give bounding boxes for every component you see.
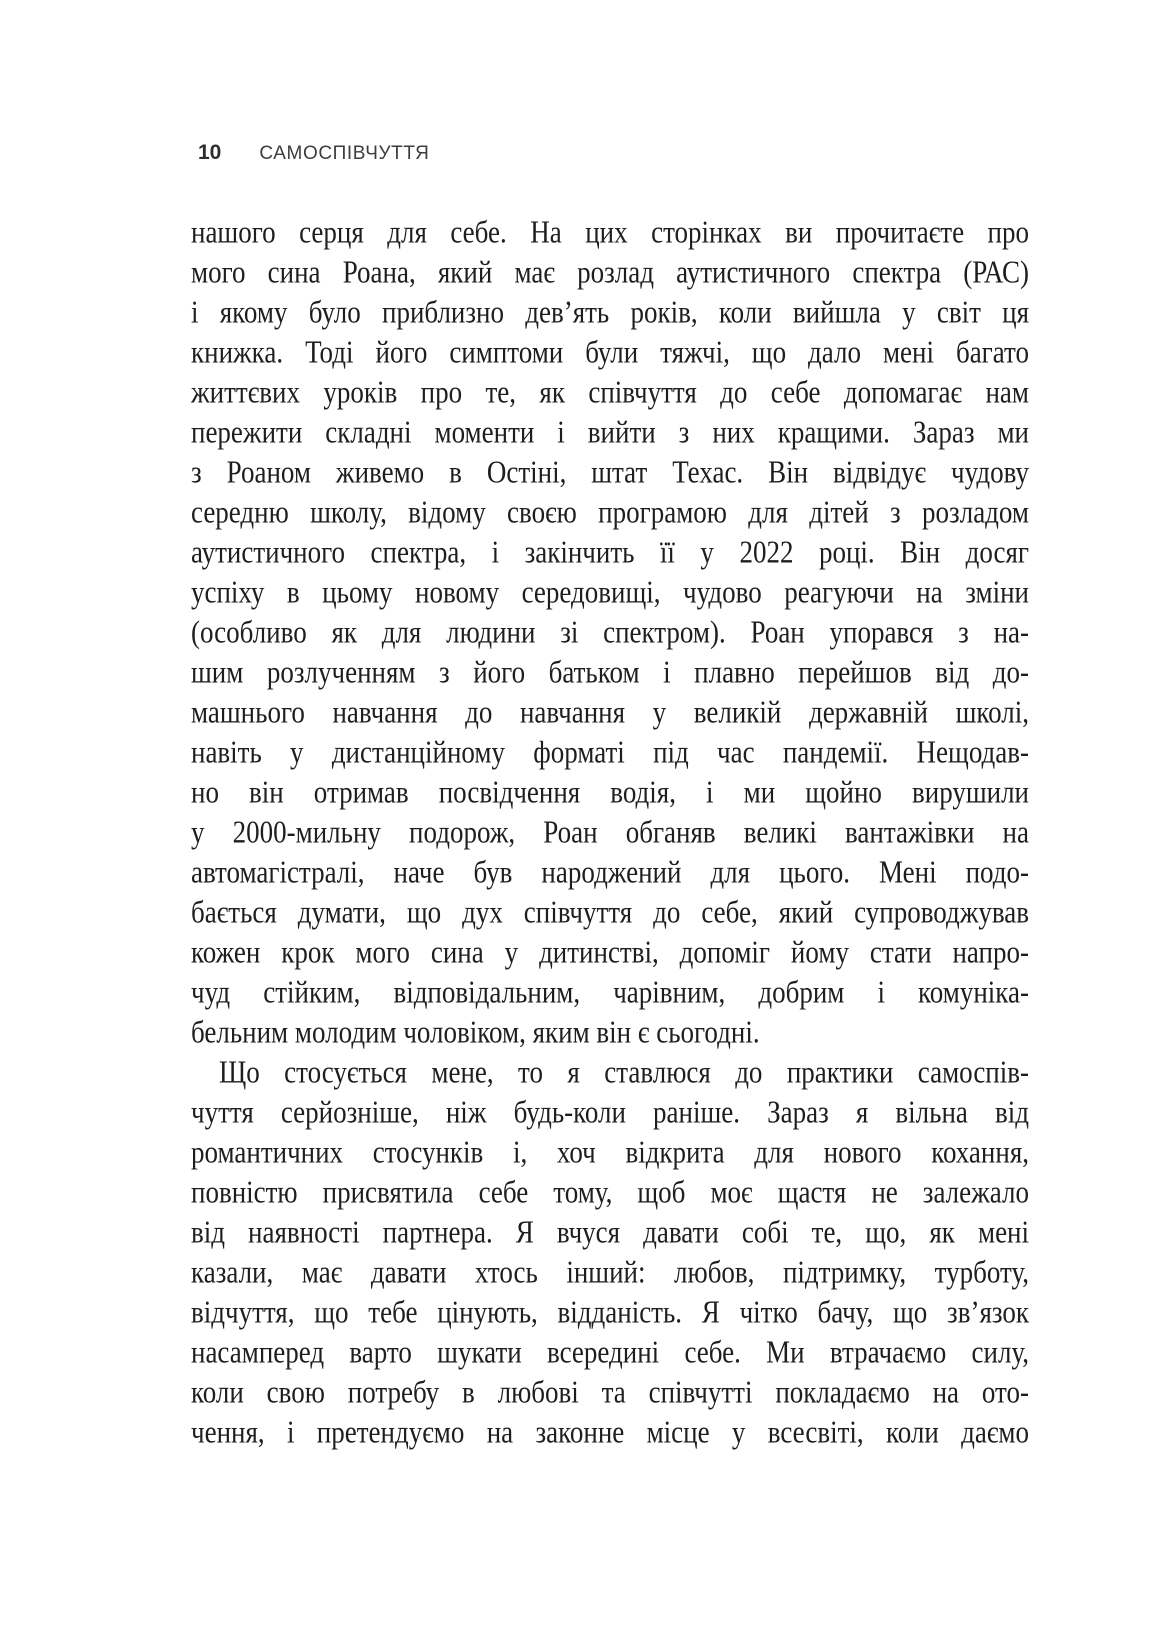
text-line: чення, і претендуємо на законне місце у всесвіті, коли даємо xyxy=(191,1414,1029,1450)
text-line: чуд стійким, відповідальним, чарівним, добрим і комуніка- xyxy=(191,974,1029,1010)
running-head: САМОСПІВЧУТТЯ xyxy=(259,143,430,164)
text-line: Що стосується мене, то я ставлюся до практики самоспів- xyxy=(219,1054,1029,1090)
text-line: (особливо як для людини зі спектром). Роан упорався з на- xyxy=(191,614,1029,650)
text-line: шим розлученням з його батьком і плавно перейшов від до- xyxy=(191,654,1029,690)
text-line: нашого серця для себе. На цих сторінках ви прочитаєте про xyxy=(191,214,1029,250)
text-line: кожен крок мого сина у дитинстві, допоміг йому стати напро- xyxy=(191,934,1029,970)
text-line: романтичних стосунків і, хоч відкрита для нового кохання, xyxy=(191,1134,1029,1170)
text-line: повністю присвятила себе тому, щоб моє щастя не залежало xyxy=(191,1174,1029,1210)
text-line: відчуття, що тебе цінують, відданість. Я чітко бачу, що зв’язок xyxy=(191,1294,1029,1330)
text-line: і якому було приблизно дев’ять років, коли вийшла у світ ця xyxy=(191,294,1029,330)
text-line: від наявності партнера. Я вчуся давати собі те, що, як мені xyxy=(191,1214,1029,1250)
text-line: пережити складні моменти і вийти з них кращими. Зараз ми xyxy=(191,414,1029,450)
text-line: мого сина Роана, який має розлад аутистичного спектра (РАС) xyxy=(191,254,1029,290)
paragraph xyxy=(191,1052,1029,1452)
paragraph xyxy=(191,212,1029,1052)
text-line: успіху в цьому новому середовищі, чудово реагуючи на зміни xyxy=(191,574,1029,610)
text-line: у 2000-мильну подорож, Роан обганяв великі вантажівки на xyxy=(191,814,1029,850)
text-line: бельним молодим чоловіком, яким він є сьогодні. xyxy=(191,1014,760,1050)
text-line: життєвих уроків про те, як співчуття до себе допомагає нам xyxy=(191,374,1029,410)
text-block xyxy=(191,212,1029,1452)
page-header xyxy=(198,141,429,166)
text-line: чуття серйозніше, ніж будь-коли раніше. Зараз я вільна від xyxy=(191,1094,1029,1130)
text-line: аутистичного спектра, і закінчить її у 2022 році. Він досяг xyxy=(191,534,1029,570)
text-line: но він отримав посвідчення водія, і ми щойно вирушили xyxy=(191,774,1029,810)
text-line: коли свою потребу в любові та співчутті покладаємо на ото- xyxy=(191,1374,1029,1410)
page-number: 10 xyxy=(198,141,222,164)
text-line: насамперед варто шукати всередині себе. Ми втрачаємо силу, xyxy=(191,1334,1029,1370)
text-line: бається думати, що дух співчуття до себе, який супроводжував xyxy=(191,894,1029,930)
text-line: автомагістралі, наче був народжений для цього. Мені подо- xyxy=(191,854,1029,890)
text-line: казали, має давати хтось інший: любов, підтримку, турботу, xyxy=(191,1254,1029,1290)
text-line: середню школу, відому своєю програмою для дітей з розладом xyxy=(191,494,1029,530)
text-line: навіть у дистанційному форматі під час пандемії. Нещодав- xyxy=(191,734,1029,770)
text-line: машнього навчання до навчання у великій державній школі, xyxy=(191,694,1029,730)
text-line: книжка. Тоді його симптоми були тяжчі, що дало мені багато xyxy=(191,334,1029,370)
text-line: з Роаном живемо в Остіні, штат Техас. Він відвідує чудову xyxy=(191,454,1029,490)
